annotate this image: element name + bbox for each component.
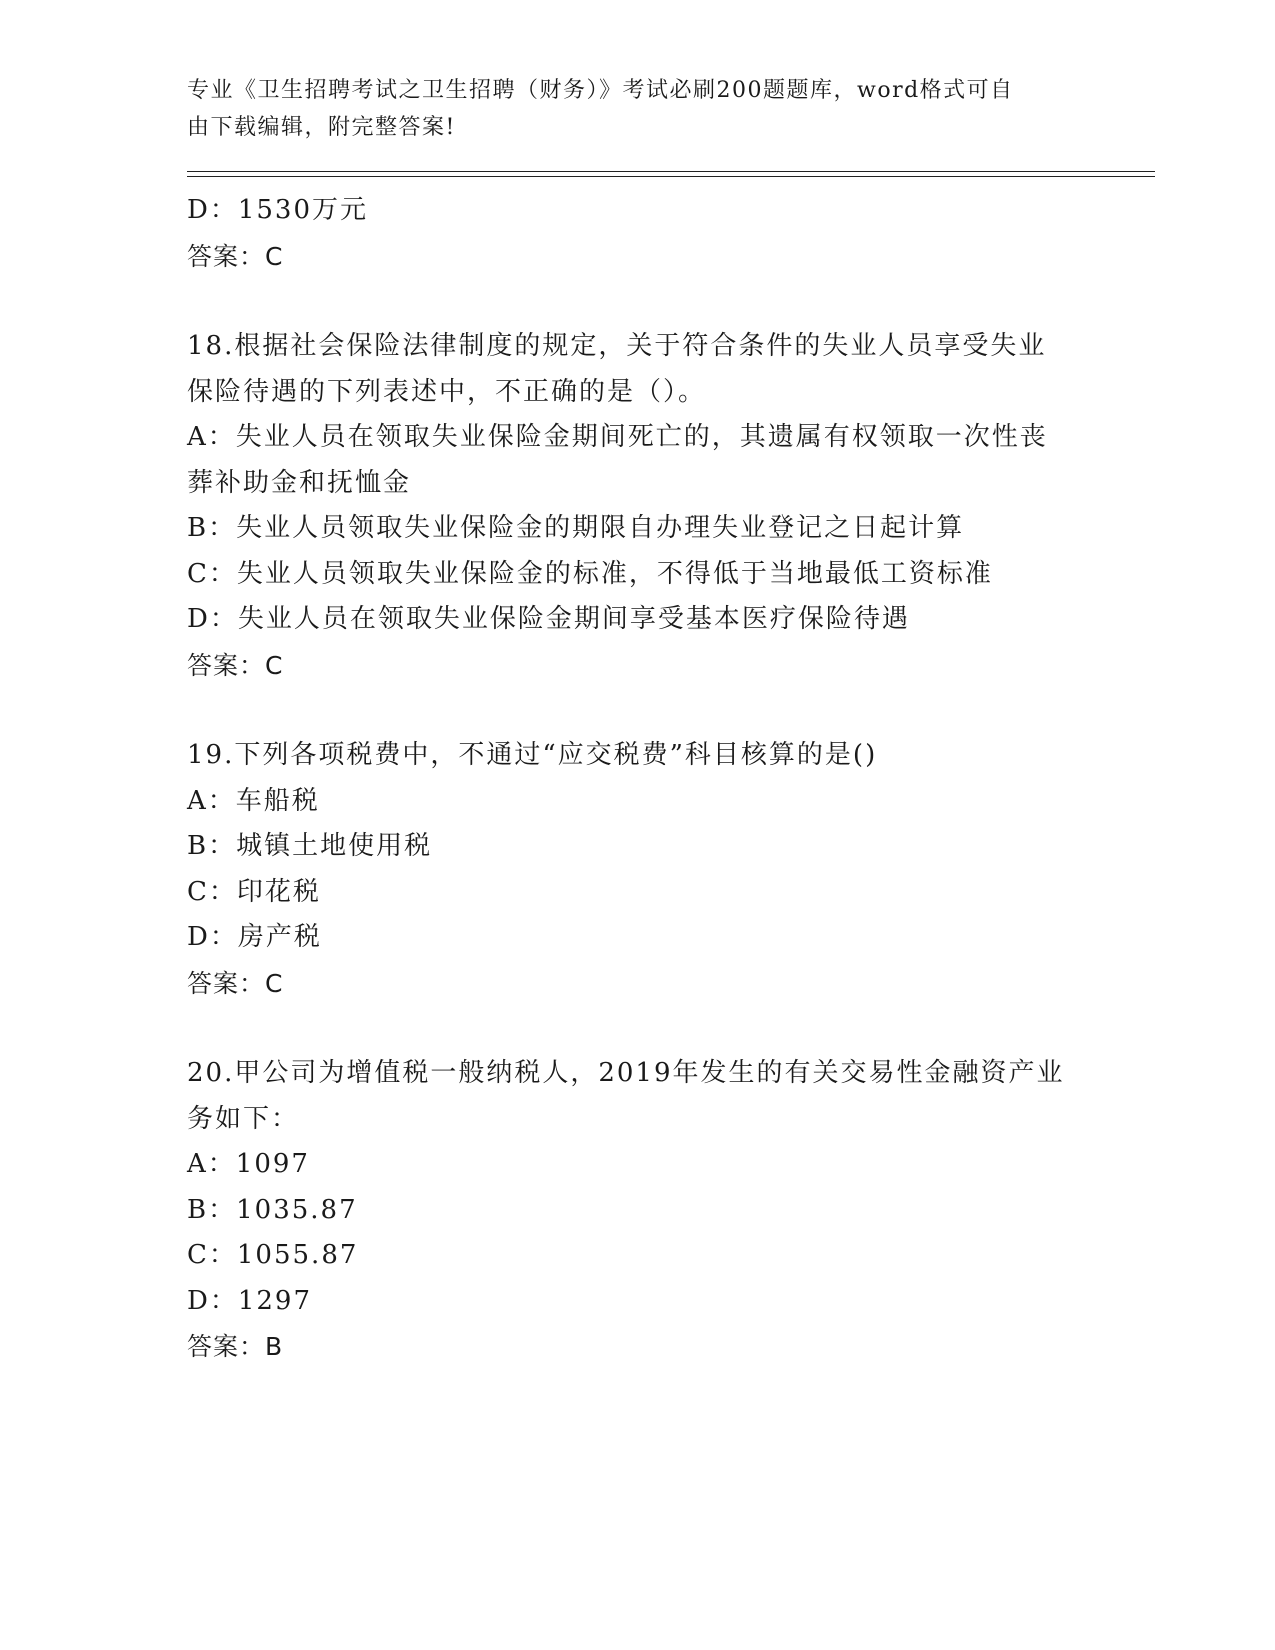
- question-18: [187, 324, 1087, 688]
- option-d: D：失业人员在领取失业保险金期间享受基本医疗保险待遇: [187, 604, 910, 634]
- option-b: B：1035.87: [187, 1194, 358, 1225]
- question-stem: [187, 733, 1087, 779]
- answer: 答案：B: [187, 1332, 284, 1361]
- option-a: A：车船税: [187, 785, 320, 816]
- option-d: D：1530万元: [187, 195, 369, 225]
- question-stem-line: 18.根据社会保险法律制度的规定，关于符合条件的失业人员享受失业: [187, 331, 1047, 361]
- question-stem-line: 20.甲公司为增值税一般纳税人，2019年发生的有关交易性金融资产业: [187, 1058, 1065, 1088]
- header-line-1: 专业《卫生招聘考试之卫生招聘（财务）》考试必刷200题题库，word格式可自: [187, 78, 1014, 103]
- header-divider-bottom: [187, 176, 1155, 177]
- document-body: [187, 188, 1087, 1370]
- question-stem-line: 19.下列各项税费中，不通过“应交税费”科目核算的是(): [187, 740, 878, 770]
- question-stem-line: 保险待遇的下列表述中，不正确的是（）。: [187, 376, 707, 407]
- previous-question-tail: [187, 188, 1087, 279]
- option-b: B：城镇土地使用税: [187, 831, 433, 861]
- question-stem-line: 务如下：: [187, 1103, 300, 1134]
- option-a: A：1097: [187, 1149, 310, 1179]
- option-a: A：失业人员在领取失业保险金期间死亡的，其遗属有权领取一次性丧: [187, 422, 1048, 452]
- option-c: C：1055.87: [187, 1240, 359, 1270]
- option-d: D：房产税: [187, 922, 322, 952]
- option-d: D：1297: [187, 1285, 313, 1316]
- header-divider-top: [187, 171, 1155, 172]
- document-header: [187, 72, 1077, 146]
- header-line-2: 由下载编辑，附完整答案!: [187, 115, 456, 140]
- answer: 答案：C: [187, 650, 284, 680]
- option-c: C：印花税: [187, 876, 321, 907]
- option-c: C：失业人员领取失业保险金的标准，不得低于当地最低工资标准: [187, 558, 993, 589]
- question-stem: [187, 1051, 1087, 1142]
- question-20: [187, 1051, 1087, 1370]
- question-stem: [187, 324, 1087, 415]
- question-19: [187, 733, 1087, 1006]
- answer: 答案：C: [187, 241, 284, 271]
- option-b: B：失业人员领取失业保险金的期限自办理失业登记之日起计算: [187, 513, 965, 543]
- option-a-continued: 葬补助金和抚恤金: [187, 467, 412, 498]
- answer: 答案：C: [187, 968, 284, 998]
